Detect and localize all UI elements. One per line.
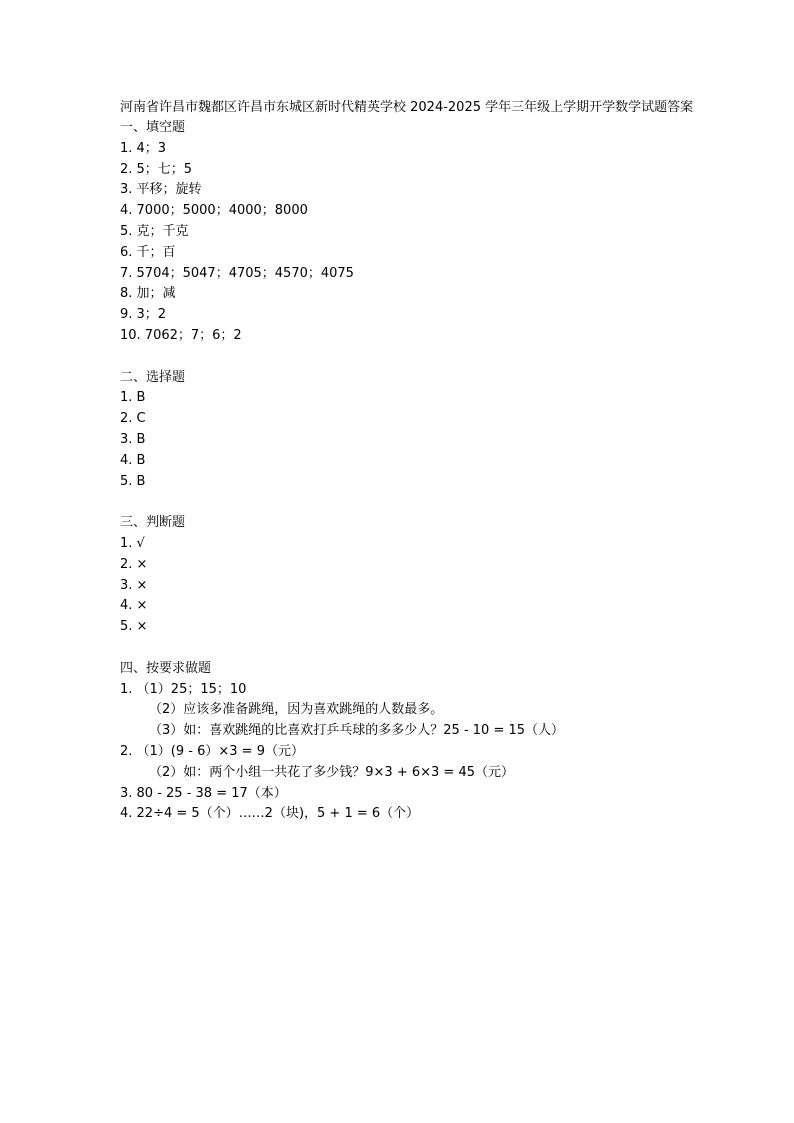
answer-item: 8. 加；减 [120,286,176,302]
section-heading-multiple-choice: 二、选择题 [120,369,186,385]
answer-item: 1. （1）25；15；10 [120,681,247,697]
answer-item: 5. B [120,473,146,489]
section-heading-true-false: 三、判断题 [120,515,186,531]
answer-item: 7. 5704；5047；4705；4570；4075 [120,265,354,281]
answer-item: 10. 7062；7；6；2 [120,327,242,343]
spacer [120,492,700,513]
answer-item: 1. B [120,390,146,406]
section-heading-fill-blank: 一、填空题 [120,120,186,135]
answer-item: 2. （1）(9 - 6）×3 = 9（元） [120,743,304,759]
answer-item: 4. 22÷4 = 5（个）……2（块)，5 + 1 = 6（个） [120,806,420,822]
answer-item: 4. × [120,598,148,614]
answer-item: 3. B [120,431,146,447]
answer-item: 9. 3；2 [120,307,167,323]
answer-item: 2. C [120,411,146,427]
answer-item: 5. 克；千克 [120,223,189,239]
answer-item: 1. 4；3 [120,140,167,156]
answer-item: 6. 千；百 [120,244,176,260]
answer-item: 3. 80 - 25 - 38 = 17（本） [120,785,287,801]
answer-subitem: （3）如：喜欢跳绳的比喜欢打乒乓球的多多少人？25 - 10 = 15（人） [149,723,565,739]
answer-subitem: （2）应该多准备跳绳，因为喜欢跳绳的人数最多。 [149,702,444,718]
spacer [120,347,700,368]
answer-item: 1. √ [120,535,145,551]
answer-item: 3. 平移；旋转 [120,182,202,198]
answer-item: 4. B [120,452,146,468]
answer-subitem: （2）如：两个小组一共花了多少钱？9×3 + 6×3 = 45（元） [149,764,514,780]
answer-item: 5. × [120,619,148,635]
document-page [120,97,700,825]
document-title: 河南省许昌市魏都区许昌市东城区新时代精英学校 2024-2025 学年三年级上学期开学数学试题答案 [120,100,694,115]
answer-item: 4. 7000；5000；4000；8000 [120,203,308,219]
section-heading-required-problems: 四、按要求做题 [120,660,212,676]
answer-item: 3. × [120,577,148,593]
spacer [120,638,700,659]
answer-item: 2. × [120,556,148,572]
answer-item: 2. 5；七；5 [120,161,193,177]
